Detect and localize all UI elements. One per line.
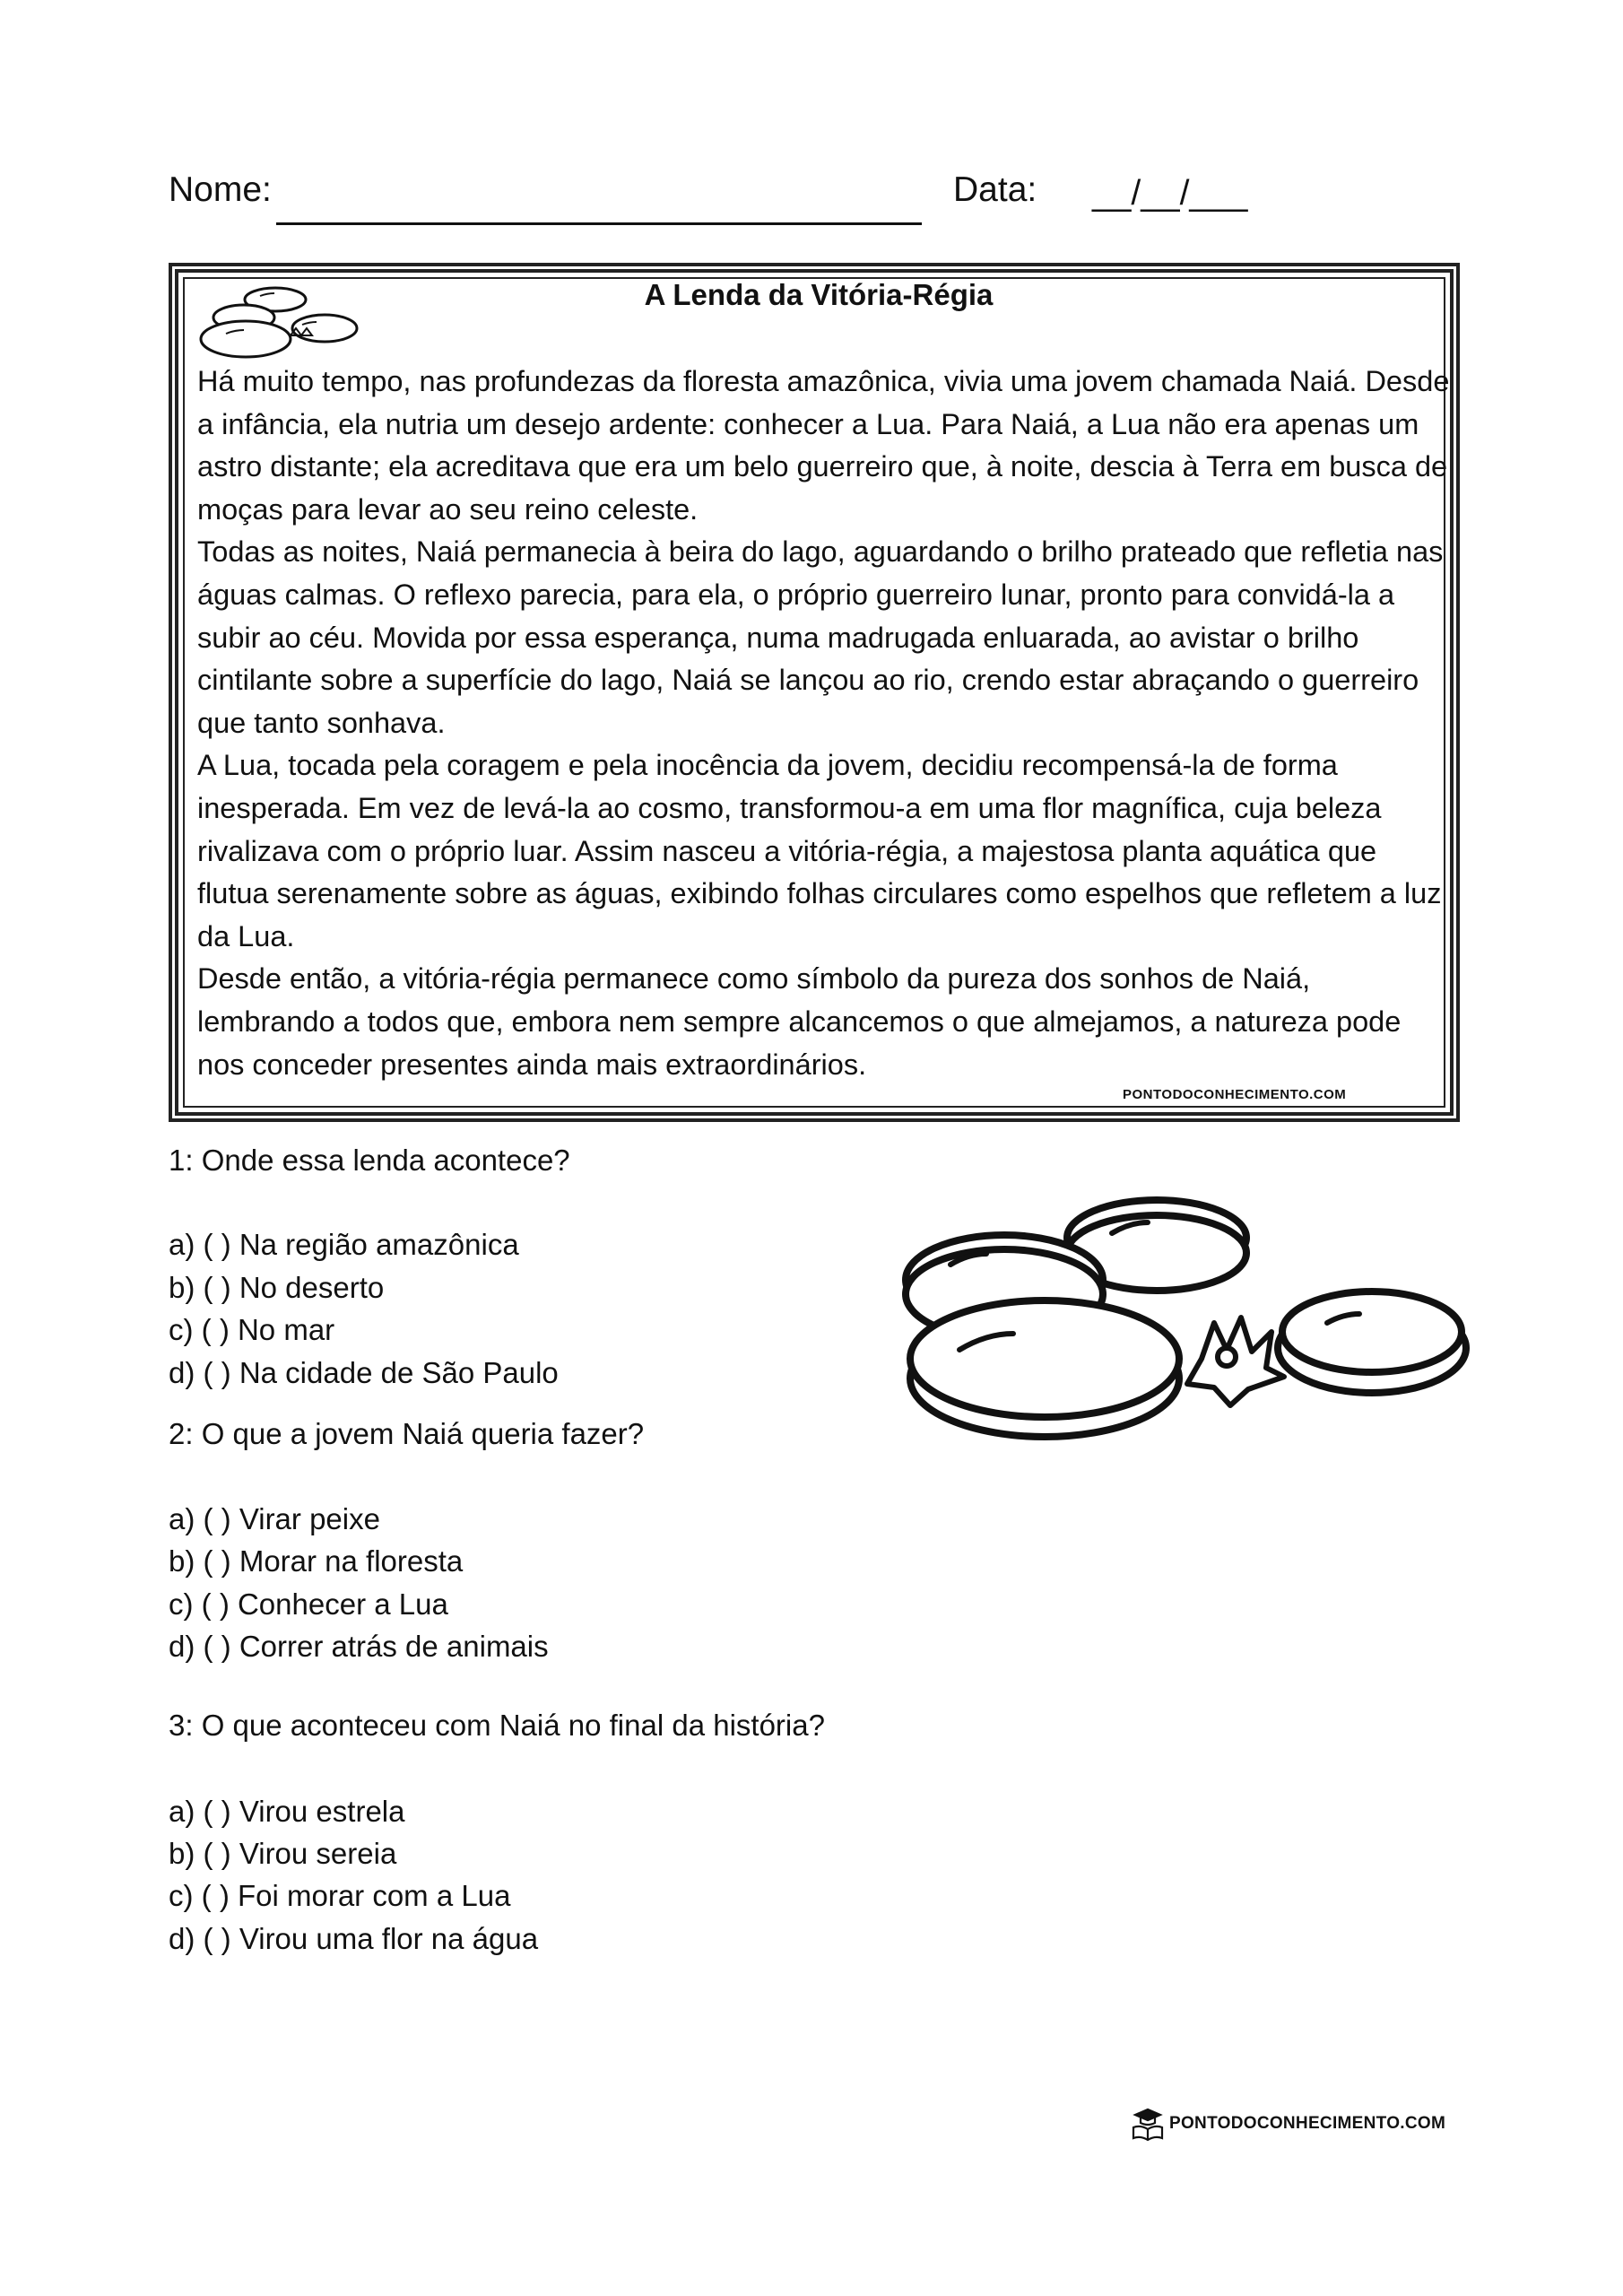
option-3d[interactable]: d) ( ) Virou uma flor na água	[169, 1922, 539, 1955]
option-2a[interactable]: a) ( ) Virar peixe	[169, 1502, 380, 1535]
option-3b[interactable]: b) ( ) Virou sereia	[169, 1837, 397, 1870]
water-lily-illustration-icon	[897, 1179, 1471, 1448]
story-credit: PONTODOCONHECIMENTO.COM	[1123, 1087, 1347, 1102]
option-1b[interactable]: b) ( ) No deserto	[169, 1271, 385, 1304]
question-3: 3: O que aconteceu com Naiá no final da história?	[169, 1709, 825, 1742]
story-paragraph: A Lua, tocada pela coragem e pela inocência da jovem, decidiu recompensá-la de forma inesperada. Em vez de levá-la ao cosmo, transformou-a em uma flor magnífica, cuja beleza rivalizava com o próprio luar. Assim nasceu a vitória-régia, a majestosa planta aquática que flutua serenamente sobre as águas, exibindo folhas circulares como espelhos que refletem a luz da Lua.	[197, 749, 1442, 952]
option-3a[interactable]: a) ( ) Virou estrela	[169, 1795, 405, 1828]
option-1d[interactable]: d) ( ) Na cidade de São Paulo	[169, 1356, 559, 1389]
option-3c[interactable]: c) ( ) Foi morar com a Lua	[169, 1879, 511, 1912]
question-1: 1: Onde essa lenda acontece?	[169, 1144, 570, 1177]
story-title: A Lenda da Vitória-Régia	[644, 278, 994, 311]
option-2c[interactable]: c) ( ) Conhecer a Lua	[169, 1587, 448, 1621]
name-field[interactable]	[276, 222, 922, 225]
name-label: Nome:	[169, 170, 272, 209]
header	[169, 170, 1460, 233]
date-field[interactable]: __/__/___	[1092, 174, 1248, 213]
story-text	[197, 361, 1453, 1086]
option-2b[interactable]: b) ( ) Morar na floresta	[169, 1544, 464, 1578]
footer-credit	[1130, 2106, 1445, 2142]
story-paragraph: Desde então, a vitória-régia permanece como símbolo da pureza dos sonhos de Naiá, lembrando a todos que, embora nem sempre alcancemos o que almejamos, a natureza pode nos conceder presentes ainda mais extraordinários.	[197, 962, 1402, 1081]
story-paragraph: Há muito tempo, nas profundezas da floresta amazônica, vivia uma jovem chamada Naiá. Desde a infância, ela nutria um desejo ardente: conhecer a Lua. Para Naiá, a Lua não era apenas um astro distante; ela acreditava que era um belo guerreiro que, à noite, descia à Terra em busca de moças para levar ao seu reino celeste.	[197, 365, 1450, 526]
option-1a[interactable]: a) ( ) Na região amazônica	[169, 1228, 519, 1261]
graduation-book-icon	[1130, 2106, 1166, 2142]
date-label: Data:	[953, 170, 1037, 209]
question-2: 2: O que a jovem Naiá queria fazer?	[169, 1417, 645, 1450]
option-1c[interactable]: c) ( ) No mar	[169, 1313, 335, 1346]
option-2d[interactable]: d) ( ) Correr atrás de animais	[169, 1630, 549, 1663]
story-paragraph: Todas as noites, Naiá permanecia à beira do lago, aguardando o brilho prateado que refletia nas águas calmas. O reflexo parecia, para ela, o próprio guerreiro lunar, pronto para convidá-la a subir ao céu. Movida por essa esperança, numa madrugada enluarada, ao avistar o brilho cintilante sobre a superfície do lago, Naiá se lançou ao rio, crendo estar abraçando o guerreiro que tanto sonhava.	[197, 535, 1444, 739]
footer-credit-text: PONTODOCONHECIMENTO.COM	[1169, 2114, 1446, 2133]
